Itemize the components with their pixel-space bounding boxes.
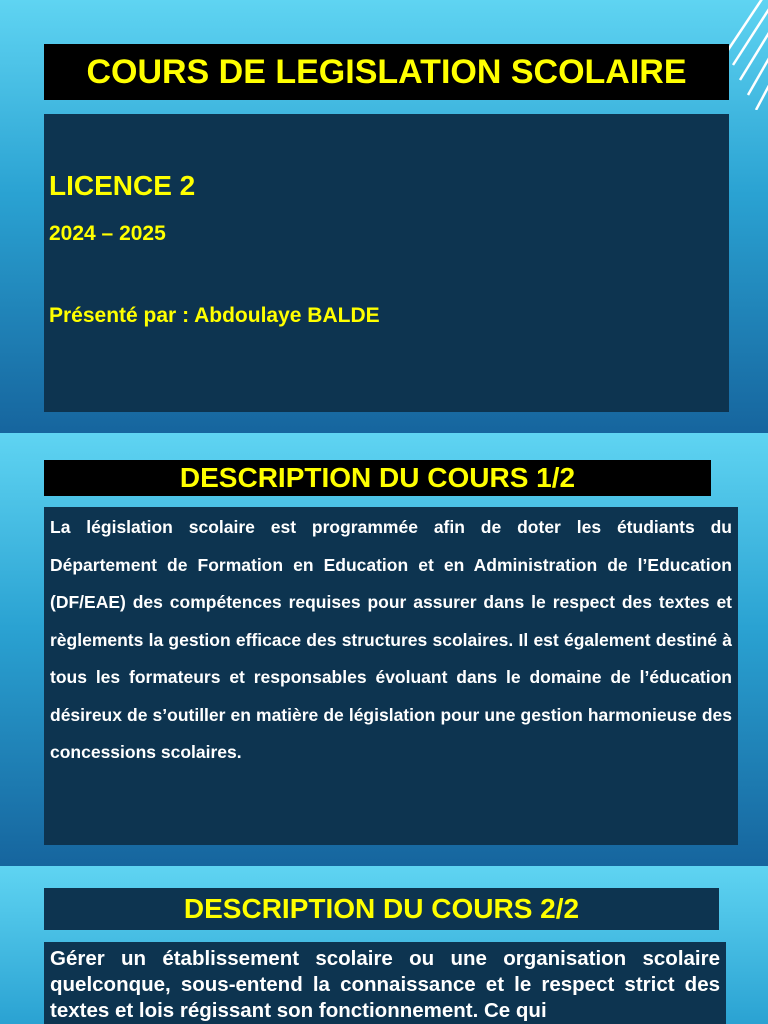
slide-3-title: DESCRIPTION DU COURS 2/2: [44, 888, 719, 930]
course-info-panel: [44, 114, 729, 412]
slide-2: [0, 433, 768, 866]
description-panel-1: [44, 507, 738, 845]
slide-2-title: DESCRIPTION DU COURS 1/2: [44, 460, 711, 496]
slide-3: [0, 866, 768, 1024]
presenter-name: Présenté par : Abdoulaye BALDE: [49, 304, 380, 327]
slide-1-title: COURS DE LEGISLATION SCOLAIRE: [44, 44, 729, 100]
academic-year: 2024 – 2025: [49, 222, 166, 245]
course-level: LICENCE 2: [49, 170, 196, 201]
slide-1: [0, 0, 768, 433]
description-text-2: Gérer un établissement scolaire ou une organisation scolaire quelconque, sous-entend la connaissance et le respect strict des textes et lois régissant son fonctionnement. Ce qui: [50, 947, 720, 1022]
description-panel-2: [44, 942, 726, 1024]
description-text-1: La législation scolaire est programmée afin de doter les étudiants du Département de Formation en Education et en Administration de l’Education (DF/EAE) des compétences requises pour assurer dans le respect des textes et règlements la gestion efficace des structures scolaires. Il est également destiné à tous les formateurs et responsables évoluant dans le domaine de l’éducation désireux de s’outiller en matière de législation pour une gestion harmonieuse des concessions scolaires.: [50, 517, 732, 762]
